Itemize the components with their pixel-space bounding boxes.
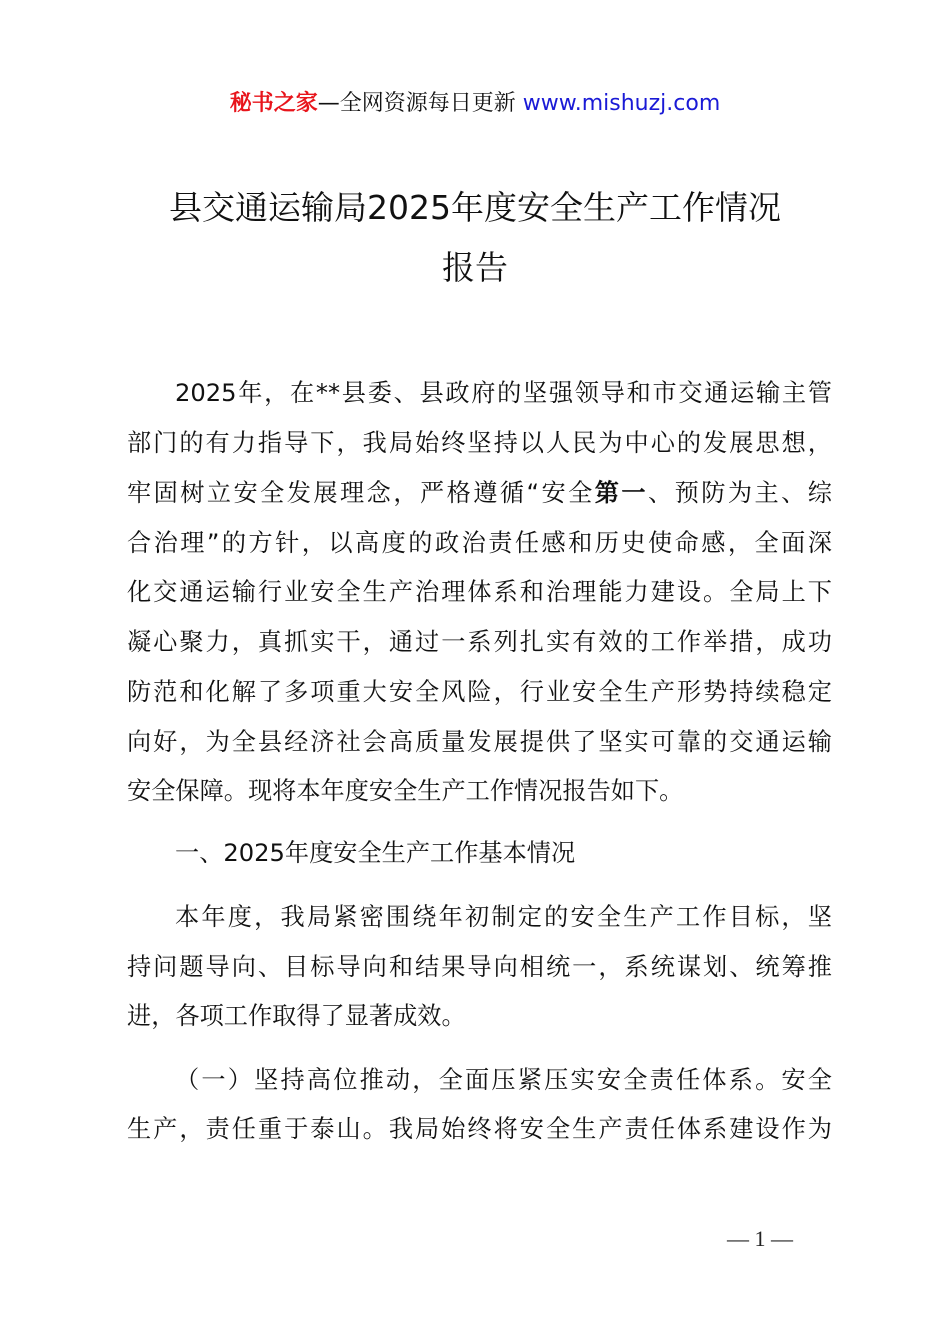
header-tagline: —全网资源每日更新 [317,91,516,116]
text-line: 向好，为全县经济社会高质量发展提供了坚实可靠的交通运输 [127,728,832,756]
document-title-line-1: 县交通运输局2025年度安全生产工作情况 [169,188,781,227]
text-line: 凝心聚力，真抓实干，通过一系列扎实有效的工作举措，成功 [127,628,832,656]
watermark-header [0,88,950,120]
website-link[interactable]: www.mishuzj.com [522,91,721,116]
brand-name: 秘书之家 [229,91,318,116]
text-line: 化交通运输行业安全生产治理体系和治理能力建设。全局上下 [127,578,832,606]
bold-text: 第一 [594,479,648,507]
text-segment: 牢固树立安全发展理念，严格遵循“安全 [127,479,595,507]
text-line: 合治理”的方针，以高度的政治责任感和历史使命感，全面深 [127,529,832,557]
page-number: — 1 — [727,1226,793,1251]
text-line [127,477,832,509]
text-line: 2025年，在**县委、县政府的坚强领导和市交通运输主管 [175,379,832,407]
text-line: （一）坚持高位推动，全面压紧压实安全责任体系。安全 [175,1066,832,1094]
text-line: 进，各项工作取得了显著成效。 [127,1002,466,1030]
text-line: 生产，责任重于泰山。我局始终将安全生产责任体系建设作为 [127,1115,832,1143]
text-line: 本年度，我局紧密围绕年初制定的安全生产工作目标，坚 [175,903,832,931]
section-heading: 一、2025年度安全生产工作基本情况 [175,839,576,867]
text-line: 安全保障。现将本年度安全生产工作情况报告如下。 [127,777,684,805]
text-line: 防范和化解了多项重大安全风险，行业安全生产形势持续稳定 [127,678,832,706]
text-line: 持问题导向、目标导向和结果导向相统一，系统谋划、统筹推 [127,953,832,981]
text-segment: 、预防为主、综 [647,479,832,507]
document-title-line-2: 报告 [442,248,508,287]
text-line: 部门的有力指导下，我局始终坚持以人民为中心的发展思想， [127,429,832,457]
